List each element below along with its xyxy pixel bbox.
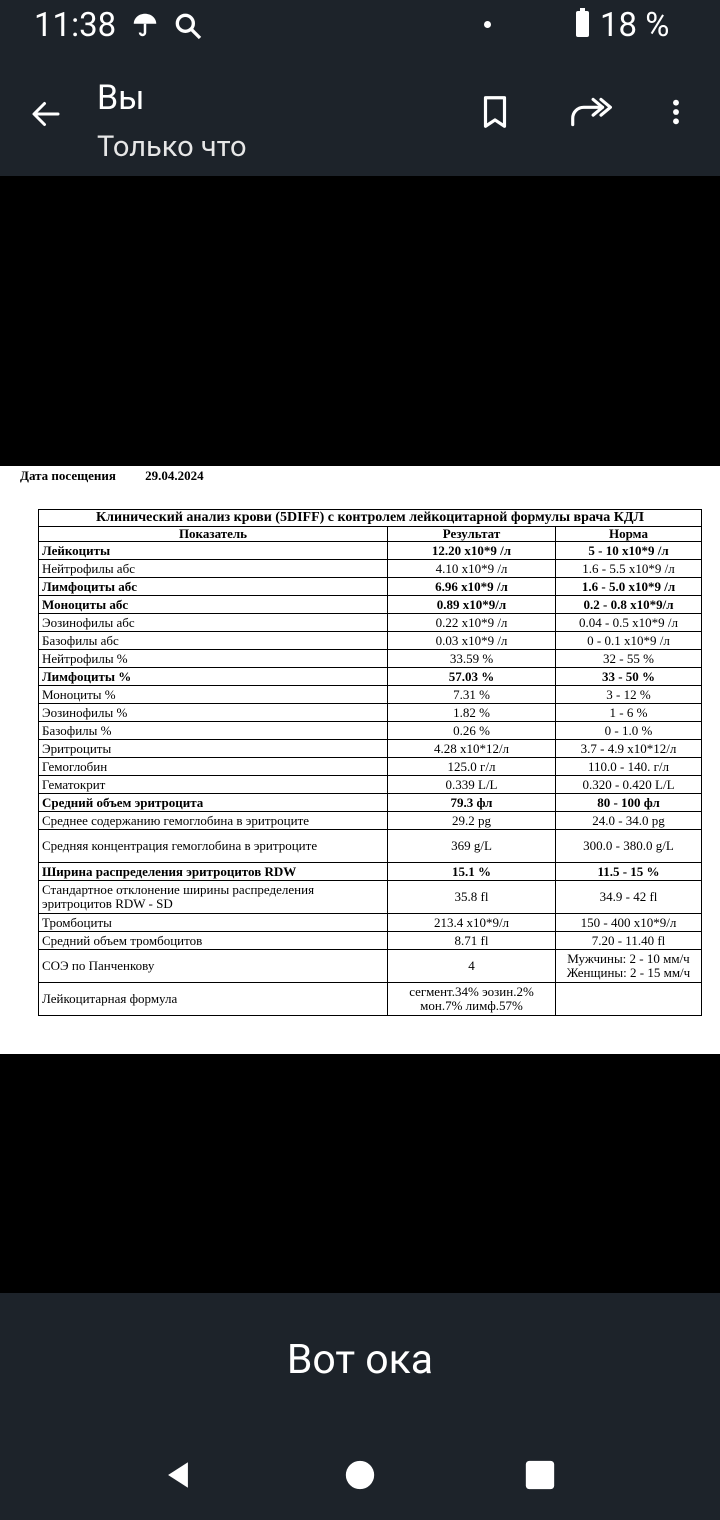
search-icon [172, 10, 204, 46]
row-indicator: Средний объем эритроцита [39, 794, 388, 812]
visit-date-line [20, 468, 204, 484]
row-indicator: Эозинофилы абс [39, 614, 388, 632]
row-result: 4.28 x10*12/л [388, 740, 556, 758]
table-row [39, 650, 702, 668]
row-result: 6.96 x10*9 /л [388, 578, 556, 596]
table-row [39, 794, 702, 812]
more-options-icon[interactable] [660, 92, 692, 136]
status-bar [0, 0, 720, 52]
table-row [39, 812, 702, 830]
row-norm: 33 - 50 % [556, 668, 702, 686]
nav-home-icon[interactable] [343, 1458, 377, 1496]
row-result: 15.1 % [388, 863, 556, 881]
table-row [39, 614, 702, 632]
sender-name: Вы [97, 78, 145, 118]
table-title: Клинический анализ крови (5DIFF) с контролем лейкоцитарной формулы врача КДЛ [39, 510, 702, 527]
row-norm: 1.6 - 5.0 x10*9 /л [556, 578, 702, 596]
row-norm: 24.0 - 34.0 pg [556, 812, 702, 830]
row-indicator: Эозинофилы % [39, 704, 388, 722]
row-norm: 1.6 - 5.5 x10*9 /л [556, 560, 702, 578]
umbrella-icon [130, 10, 160, 44]
table-row [39, 560, 702, 578]
column-header-norm: Норма [556, 527, 702, 542]
row-result: 0.22 x10*9 /л [388, 614, 556, 632]
row-norm: 0 - 0.1 x10*9 /л [556, 632, 702, 650]
row-result: 369 g/L [388, 830, 556, 863]
bottom-bar [0, 1293, 720, 1520]
nav-recents-icon[interactable] [523, 1458, 557, 1496]
row-norm: 32 - 55 % [556, 650, 702, 668]
table-row [39, 914, 702, 932]
row-result: 4.10 x10*9 /л [388, 560, 556, 578]
row-result: 0.89 x10*9/л [388, 596, 556, 614]
row-indicator: Гемоглобин [39, 758, 388, 776]
battery-icon [576, 11, 589, 37]
row-norm: 1 - 6 % [556, 704, 702, 722]
row-result: сегмент.34% эозин.2% мон.7% лимф.57% [388, 983, 556, 1016]
row-result: 0.339 L/L [388, 776, 556, 794]
row-norm: Мужчины: 2 - 10 мм/ч Женщины: 2 - 15 мм/ч [556, 950, 702, 983]
table-row [39, 776, 702, 794]
row-norm: 0.04 - 0.5 x10*9 /л [556, 614, 702, 632]
table-row [39, 632, 702, 650]
table-row [39, 740, 702, 758]
table-row [39, 542, 702, 560]
row-indicator: Нейтрофилы % [39, 650, 388, 668]
row-indicator: Тромбоциты [39, 914, 388, 932]
row-indicator: Средняя концентрация гемоглобина в эритроците [39, 830, 388, 863]
status-time: 11:38 [34, 6, 117, 45]
row-result: 57.03 % [388, 668, 556, 686]
blood-test-table [38, 509, 702, 1016]
row-norm: 3 - 12 % [556, 686, 702, 704]
row-norm: 80 - 100 фл [556, 794, 702, 812]
row-norm: 0.2 - 0.8 x10*9/л [556, 596, 702, 614]
row-indicator: Средний объем тромбоцитов [39, 932, 388, 950]
row-result: 0.26 % [388, 722, 556, 740]
row-indicator: Базофилы % [39, 722, 388, 740]
row-norm: 11.5 - 15 % [556, 863, 702, 881]
row-indicator: СОЭ по Панченкову [39, 950, 388, 983]
row-result: 8.71 fl [388, 932, 556, 950]
row-result: 0.03 x10*9 /л [388, 632, 556, 650]
row-indicator: Стандартное отклонение ширины распределения эритроцитов RDW - SD [39, 881, 388, 914]
row-indicator: Лейкоцитарная формула [39, 983, 388, 1016]
row-result: 213.4 x10*9/л [388, 914, 556, 932]
row-norm: 300.0 - 380.0 g/L [556, 830, 702, 863]
table-row [39, 704, 702, 722]
back-arrow-icon[interactable] [28, 96, 64, 136]
table-row [39, 950, 702, 983]
row-result: 35.8 fl [388, 881, 556, 914]
row-indicator: Ширина распределения эритроцитов RDW [39, 863, 388, 881]
row-result: 33.59 % [388, 650, 556, 668]
visit-date-label: Дата посещения [20, 468, 116, 483]
row-indicator: Лимфоциты абс [39, 578, 388, 596]
bookmark-icon[interactable] [476, 92, 514, 136]
row-indicator: Лейкоциты [39, 542, 388, 560]
table-row [39, 932, 702, 950]
notification-dot [484, 21, 491, 28]
column-header-result: Результат [388, 527, 556, 542]
nav-back-icon[interactable] [161, 1458, 195, 1496]
row-result: 125.0 г/л [388, 758, 556, 776]
table-row [39, 668, 702, 686]
table-row [39, 596, 702, 614]
table-row [39, 686, 702, 704]
column-header-indicator: Показатель [39, 527, 388, 542]
table-row [39, 722, 702, 740]
table-row [39, 578, 702, 596]
row-norm: 7.20 - 11.40 fl [556, 932, 702, 950]
row-indicator: Моноциты % [39, 686, 388, 704]
row-norm: 3.7 - 4.9 x10*12/л [556, 740, 702, 758]
row-indicator: Среднее содержанию гемоглобина в эритроците [39, 812, 388, 830]
row-indicator: Нейтрофилы абс [39, 560, 388, 578]
row-result: 7.31 % [388, 686, 556, 704]
table-row [39, 983, 702, 1016]
table-row [39, 881, 702, 914]
row-norm: 34.9 - 42 fl [556, 881, 702, 914]
row-indicator: Моноциты абс [39, 596, 388, 614]
row-norm [556, 983, 702, 1016]
message-caption: Вот ока [286, 1336, 434, 1384]
row-norm: 150 - 400 x10*9/л [556, 914, 702, 932]
visit-date-value: 29.04.2024 [145, 468, 204, 483]
forward-icon[interactable] [568, 92, 612, 136]
table-row [39, 863, 702, 881]
row-result: 1.82 % [388, 704, 556, 722]
row-norm: 110.0 - 140. г/л [556, 758, 702, 776]
table-row [39, 830, 702, 863]
battery-level: 18 % [600, 6, 670, 45]
row-indicator: Гематокрит [39, 776, 388, 794]
row-result: 29.2 pg [388, 812, 556, 830]
row-indicator: Эритроциты [39, 740, 388, 758]
row-result: 12.20 x10*9 /л [388, 542, 556, 560]
row-result: 79.3 фл [388, 794, 556, 812]
row-norm: 0 - 1.0 % [556, 722, 702, 740]
lab-report-image[interactable] [0, 466, 720, 1054]
table-row [39, 758, 702, 776]
row-indicator: Базофилы абс [39, 632, 388, 650]
row-norm: 5 - 10 x10*9 /л [556, 542, 702, 560]
app-bar [0, 52, 720, 176]
row-norm: 0.320 - 0.420 L/L [556, 776, 702, 794]
row-result: 4 [388, 950, 556, 983]
message-time: Только что [97, 130, 247, 164]
row-indicator: Лимфоциты % [39, 668, 388, 686]
